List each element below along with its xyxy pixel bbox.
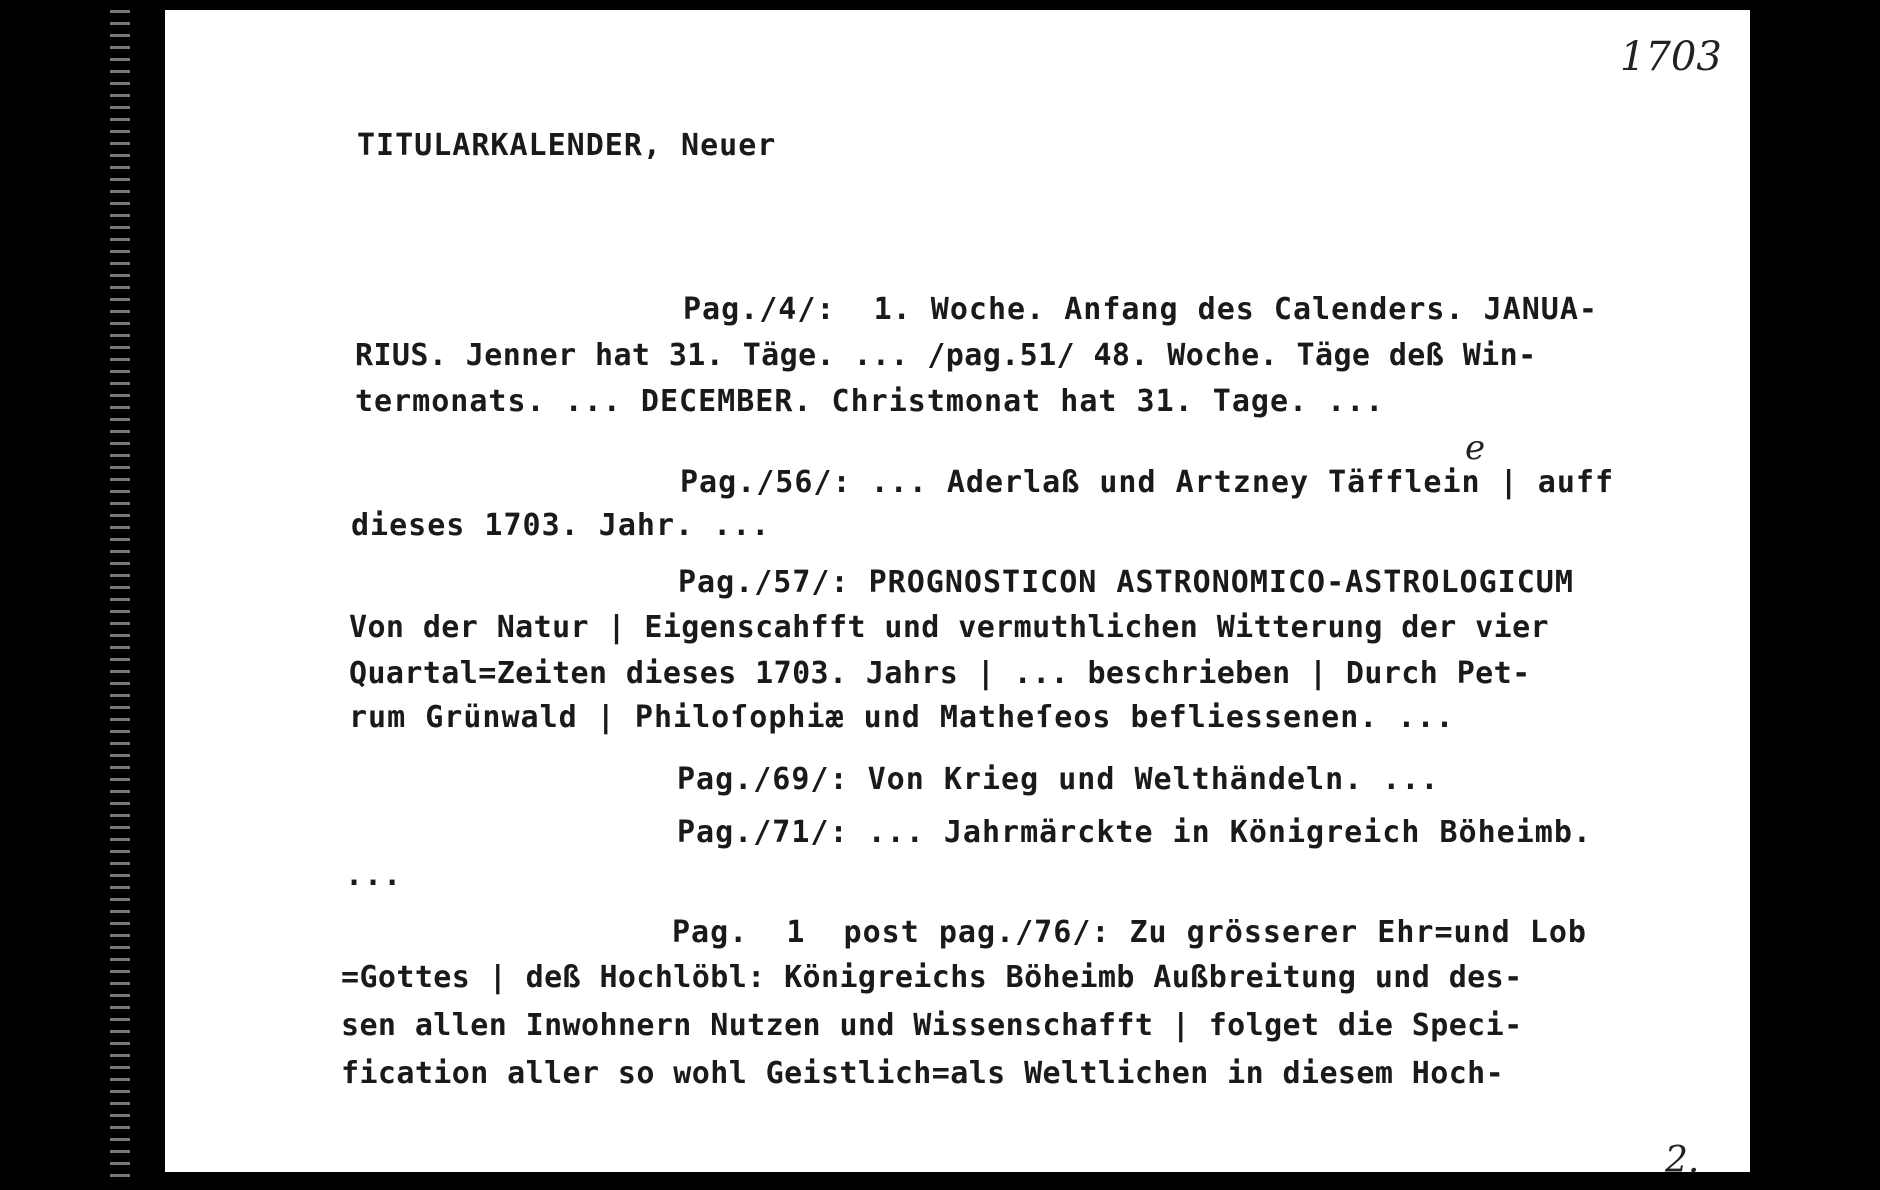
text-line-4: Pag./56/: ... Aderlaß und Artzney Täfflein | auff	[680, 465, 1615, 500]
film-perforation	[110, 10, 130, 1180]
text-line-3: termonats. ... DECEMBER. Christmonat hat 31. Tage. ...	[355, 384, 1385, 419]
text-line-14: =Gottes | deß Hochlöbl: Königreichs Böheimb Außbreitung und des-	[341, 960, 1523, 995]
handwritten-correction: e	[1465, 428, 1486, 468]
text-line-6: Pag./57/: PROGNOSTICON ASTRONOMICO-ASTROLOGICUM	[678, 565, 1574, 600]
text-line-15: sen allen Inwohnern Nutzen und Wissenschafft | folget die Speci-	[341, 1008, 1523, 1043]
card-title: TITULARKALENDER, Neuer	[357, 128, 777, 163]
text-line-2: RIUS. Jenner hat 31. Täge. ... /pag.51/ 48. Woche. Täge deß Win-	[355, 338, 1537, 373]
text-line-13: Pag. 1 post pag./76/: Zu grösserer Ehr=und Lob	[672, 915, 1587, 950]
page-number-note: 2.	[1665, 1140, 1700, 1181]
text-line-9: rum Grünwald | Philoſophiæ und Matheſeos befliessenen. ...	[349, 700, 1455, 735]
text-line-1: Pag./4/: 1. Woche. Anfang des Calenders. JANUA-	[683, 292, 1598, 327]
text-line-8: Quartal=Zeiten dieses 1703. Jahrs | ... beschrieben | Durch Pet-	[349, 656, 1531, 691]
catalog-card	[165, 10, 1750, 1181]
text-line-16: fication aller so wohl Geistlich=als Weltlichen in diesem Hoch-	[341, 1056, 1505, 1091]
text-line-12: ...	[345, 858, 403, 893]
text-line-10: Pag./69/: Von Krieg und Welthändeln. ...	[677, 762, 1440, 797]
text-line-11: Pag./71/: ... Jahrmärckte in Königreich Böheimb.	[677, 815, 1592, 850]
text-line-7: Von der Natur | Eigenscahfft und vermuthlichen Witterung der vier	[349, 610, 1549, 645]
text-line-5: dieses 1703. Jahr. ...	[351, 508, 771, 543]
year-note: 1703	[1620, 34, 1722, 80]
